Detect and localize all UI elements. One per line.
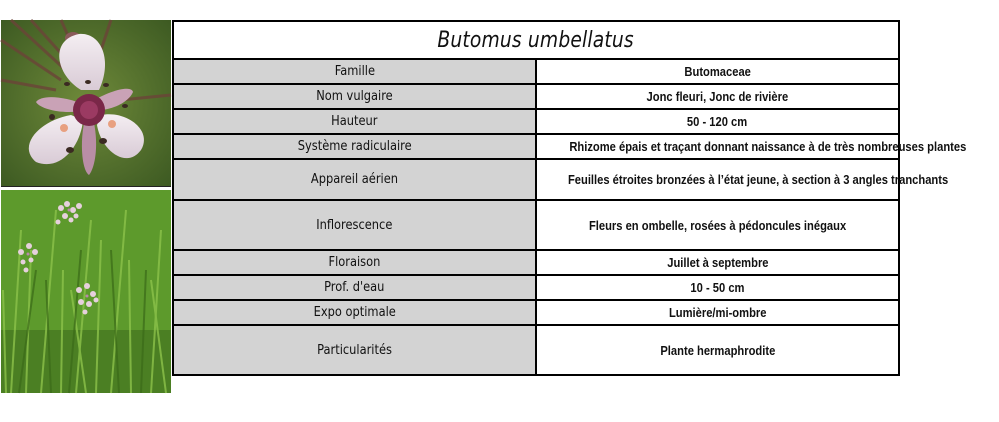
table-row bbox=[173, 200, 899, 250]
label-floraison: Floraison bbox=[328, 255, 381, 270]
label-inflorescence: Inflorescence bbox=[316, 217, 393, 233]
grass-image bbox=[1, 190, 171, 393]
row-value bbox=[536, 250, 899, 275]
species-title-text: Butomus umbellatus bbox=[437, 27, 635, 53]
flower-image bbox=[1, 20, 171, 186]
label-nom-vulgaire: Nom vulgaire bbox=[316, 89, 393, 104]
value-expo-optimale: Lumière/mi-ombre bbox=[668, 305, 767, 320]
row-label bbox=[173, 109, 536, 134]
row-label bbox=[173, 325, 536, 375]
label-particularites: Particularités bbox=[317, 342, 392, 358]
table-row bbox=[173, 134, 899, 159]
row-value bbox=[536, 159, 949, 200]
row-value bbox=[536, 109, 899, 134]
row-label bbox=[173, 134, 536, 159]
row-value bbox=[536, 300, 899, 325]
value-famille: Butomaceae bbox=[684, 64, 751, 79]
plant-info-table bbox=[172, 20, 967, 376]
row-value bbox=[536, 134, 967, 159]
row-value bbox=[536, 59, 899, 84]
label-hauteur: Hauteur bbox=[331, 114, 378, 129]
label-appareil-aerien: Appareil aérien bbox=[310, 172, 399, 187]
table-row bbox=[173, 59, 899, 84]
value-appareil-aerien: Feuilles étroites bronzées à l’état jeune, à section à 3 angles tranchants bbox=[567, 172, 949, 187]
table-row bbox=[173, 250, 899, 275]
row-label bbox=[173, 59, 536, 84]
table-row bbox=[173, 325, 899, 375]
row-label bbox=[173, 200, 536, 250]
label-expo-optimale: Expo optimale bbox=[313, 305, 396, 320]
value-inflorescence: Fleurs en ombelle, rosées à pédoncules inégaux bbox=[588, 217, 847, 233]
row-value bbox=[536, 84, 899, 109]
row-label bbox=[173, 275, 536, 300]
value-particularites: Plante hermaphrodite bbox=[660, 342, 775, 358]
label-famille: Famille bbox=[334, 64, 375, 79]
row-label bbox=[173, 159, 536, 200]
label-prof-eau: Prof. d'eau bbox=[324, 280, 385, 295]
row-label bbox=[173, 300, 536, 325]
value-systeme-radiculaire: Rhizome épais et traçant donnant naissance à de très nombreuses plantes bbox=[569, 139, 967, 154]
value-nom-vulgaire: Jonc fleuri, Jonc de rivière bbox=[646, 89, 789, 104]
row-value bbox=[536, 275, 899, 300]
row-label bbox=[173, 250, 536, 275]
table-row bbox=[173, 84, 899, 109]
value-floraison: Juillet à septembre bbox=[666, 255, 769, 270]
table-row bbox=[173, 109, 899, 134]
row-value bbox=[536, 200, 899, 250]
table-row bbox=[173, 275, 899, 300]
species-title bbox=[173, 21, 899, 59]
value-prof-eau: 10 - 50 cm bbox=[690, 280, 745, 295]
row-value bbox=[536, 325, 899, 375]
label-systeme-radiculaire: Système radiculaire bbox=[297, 139, 412, 154]
title-row bbox=[173, 21, 899, 59]
flower-photo bbox=[1, 20, 171, 186]
grass-photo bbox=[1, 190, 171, 393]
row-label bbox=[173, 84, 536, 109]
value-hauteur: 50 - 120 cm bbox=[687, 114, 748, 129]
table-row bbox=[173, 159, 899, 200]
table-row bbox=[173, 300, 899, 325]
